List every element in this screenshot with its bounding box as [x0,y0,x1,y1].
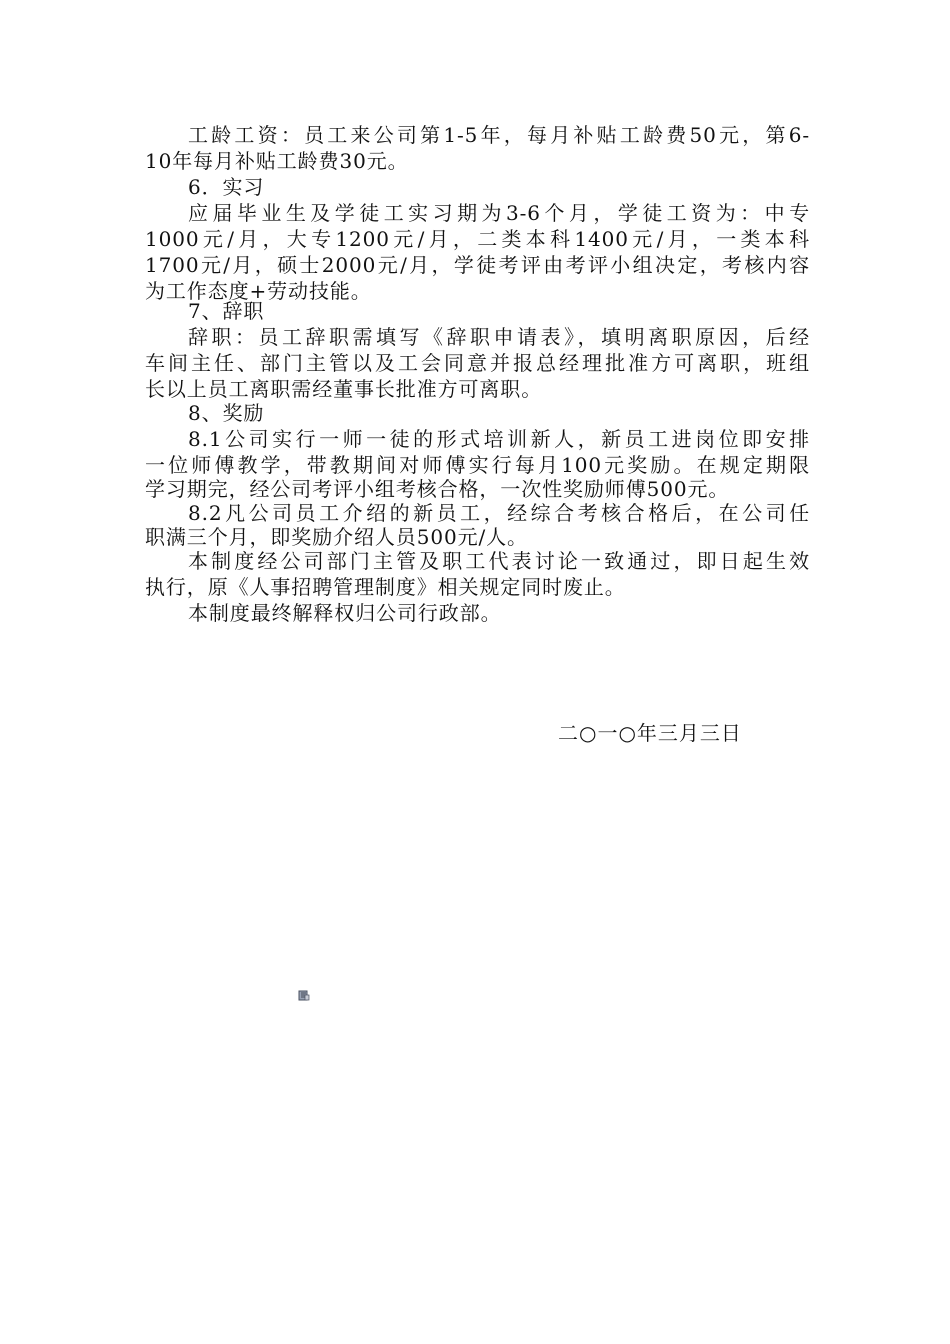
reward-8-1-line-3: 学习期完，经公司考评小组考核合格，一次性奖励师傅500元。 [145,477,730,501]
document-date: 二○一○年三月三日 [558,721,742,745]
section-7-heading: 7、辞职 [188,299,265,323]
internship-line-4: 为工作态度+劳动技能。 [145,279,372,303]
resignation-line-2: 车间主任、部门主管以及工会同意并报总经理批准方可离职，班组 [145,351,810,375]
section-6-heading: 6．实习 [188,175,265,199]
internship-line-3: 1700元/月，硕士2000元/月，学徒考评由考评小组决定，考核内容 [145,253,810,277]
effective-clause-line-2: 执行，原《人事招聘管理制度》相关规定同时废止。 [145,575,626,599]
interpretation-clause: 本制度最终解释权归公司行政部。 [188,601,502,625]
reward-8-1-line-1: 8.1公司实行一师一徒的形式培训新人，新员工进岗位即安排 [188,427,810,451]
section-8-heading: 8、奖励 [188,401,265,425]
internship-line-2: 1000元/月，大专1200元/月，二类本科1400元/月，一类本科 [145,227,810,251]
seniority-pay-line-2: 10年每月补贴工龄费30元。 [145,149,409,173]
effective-clause-line-1: 本制度经公司部门主管及职工代表讨论一致通过，即日起生效 [188,549,810,573]
seniority-pay-line-1: 工龄工资：员工来公司第1-5年，每月补贴工龄费50元，第6- [188,123,810,147]
resignation-line-3: 长以上员工离职需经董事长批准方可离职。 [145,377,543,401]
reward-8-2-line-2: 职满三个月，即奖励介绍人员500元/人。 [145,525,528,549]
reward-8-2-line-1: 8.2凡公司员工介绍的新员工，经综合考核合格后，在公司任 [188,501,810,525]
resignation-line-1: 辞职：员工辞职需填写《辞职申请表》，填明离职原因，后经 [188,325,810,349]
document-icon [298,989,310,1001]
internship-line-1: 应届毕业生及学徒工实习期为3-6个月，学徒工资为：中专 [188,201,810,225]
reward-8-1-line-2: 一位师傅教学，带教期间对师傅实行每月100元奖励。在规定期限 [145,453,810,477]
